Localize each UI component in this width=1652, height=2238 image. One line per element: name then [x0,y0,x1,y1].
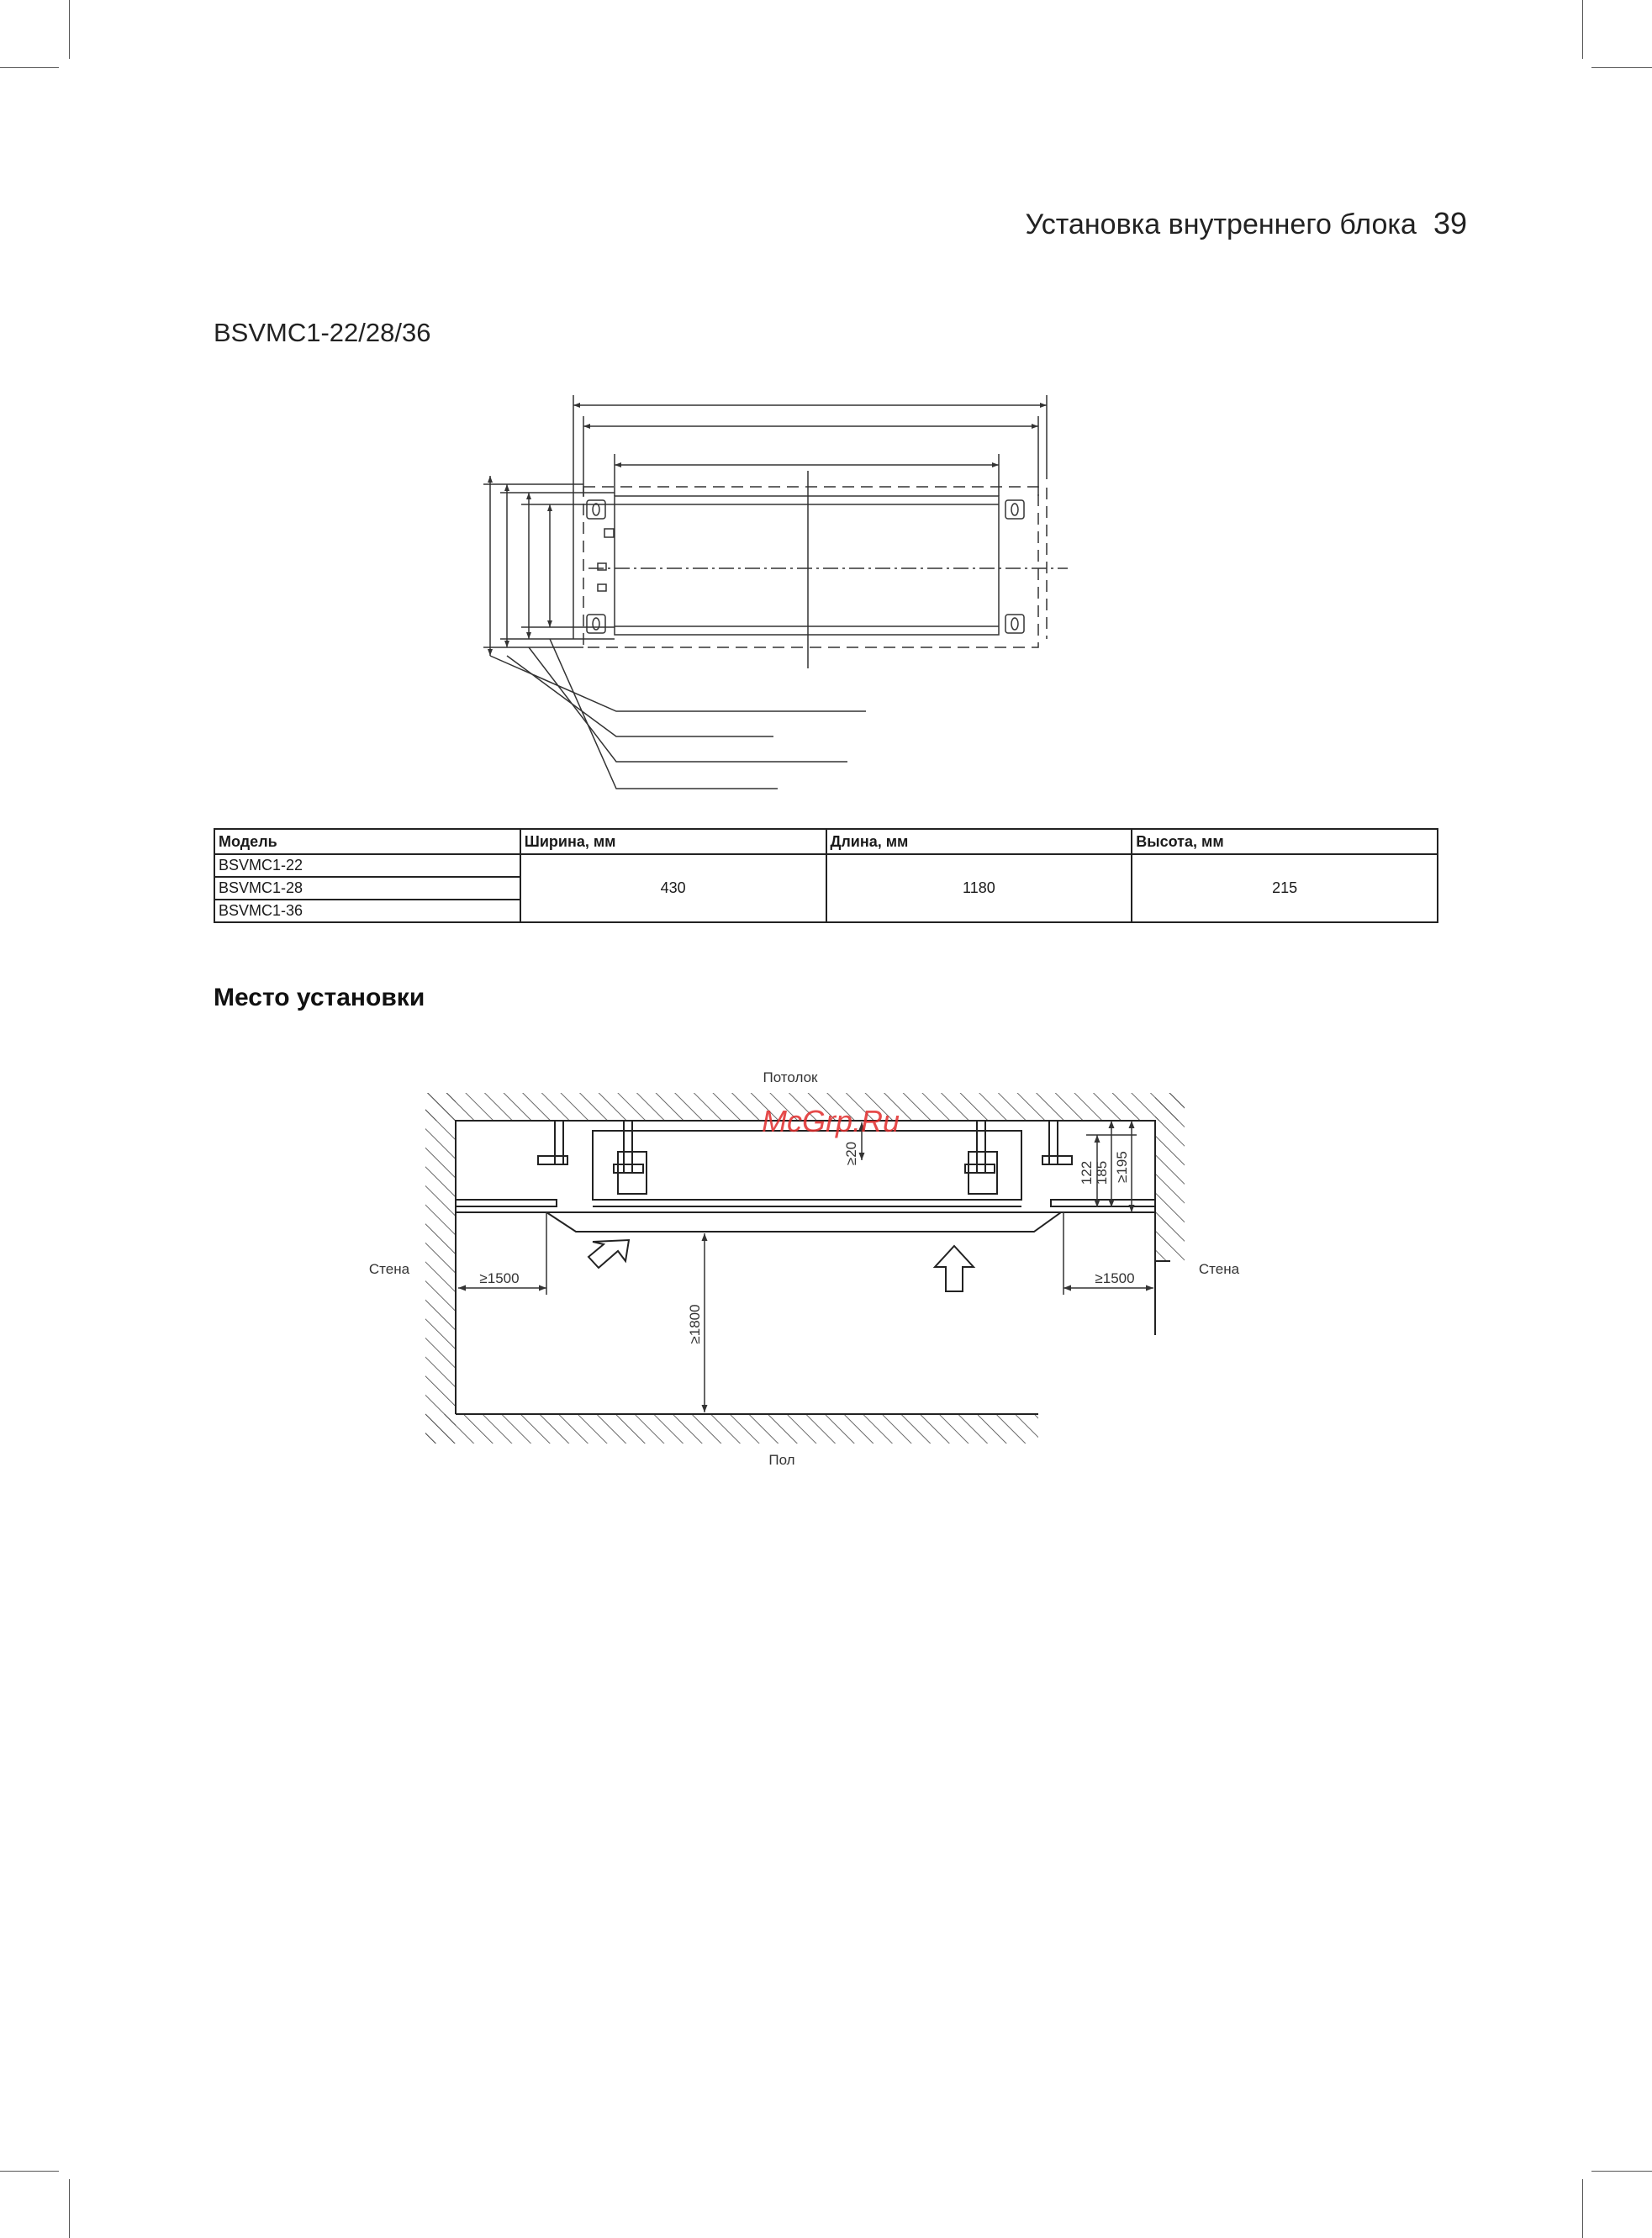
crop-mark [1591,67,1652,68]
dim-min-gap: ≥20 [843,1141,859,1166]
floor-hatch [425,1414,1038,1444]
floor-label: Пол [768,1452,795,1468]
dim-right-clearance: ≥1500 [1095,1270,1135,1286]
dim-185: 185 [1094,1160,1110,1185]
model-cell: BSVMC1-22 [214,854,520,877]
unit-dimension-drawing [471,387,1076,824]
length-cell: 1180 [826,854,1132,922]
dim-122: 122 [1079,1160,1095,1185]
crop-mark [0,67,59,68]
col-width: Ширина, мм [520,829,826,854]
height-cell: 215 [1132,854,1438,922]
model-cell: BSVMC1-28 [214,877,520,900]
page-header [0,206,1467,241]
col-length: Длина, мм [826,829,1132,854]
ceiling-label: Потолок [763,1069,818,1085]
crop-mark [69,0,70,59]
wall-left-label: Стена [368,1261,410,1277]
crop-mark [1582,0,1583,59]
crop-mark [0,2171,59,2172]
col-height: Высота, мм [1132,829,1438,854]
model-cell: BSVMC1-36 [214,900,520,922]
installation-diagram [362,1059,1269,1480]
dim-left-clearance: ≥1500 [479,1270,520,1286]
crop-mark [1591,2171,1652,2172]
crop-mark [1582,2179,1583,2238]
dim-195: ≥195 [1114,1151,1130,1183]
watermark: McGrp.Ru [761,1104,900,1138]
table-row [214,854,1438,877]
right-wall-hatch [1155,1093,1185,1261]
wall-right-label: Стена [1198,1261,1240,1277]
model-title: BSVMC1-22/28/36 [214,318,431,347]
section-title: Место установки [214,984,425,1011]
page-number: 39 [1433,206,1467,240]
header-title: Установка внутреннего блока [1025,208,1417,240]
dim-floor-clearance: ≥1800 [687,1304,703,1344]
width-cell: 430 [520,854,826,922]
spec-table [214,828,1438,923]
left-wall-hatch [425,1093,456,1444]
crop-mark [69,2179,70,2238]
table-header-row [214,829,1438,854]
col-model: Модель [214,829,520,854]
